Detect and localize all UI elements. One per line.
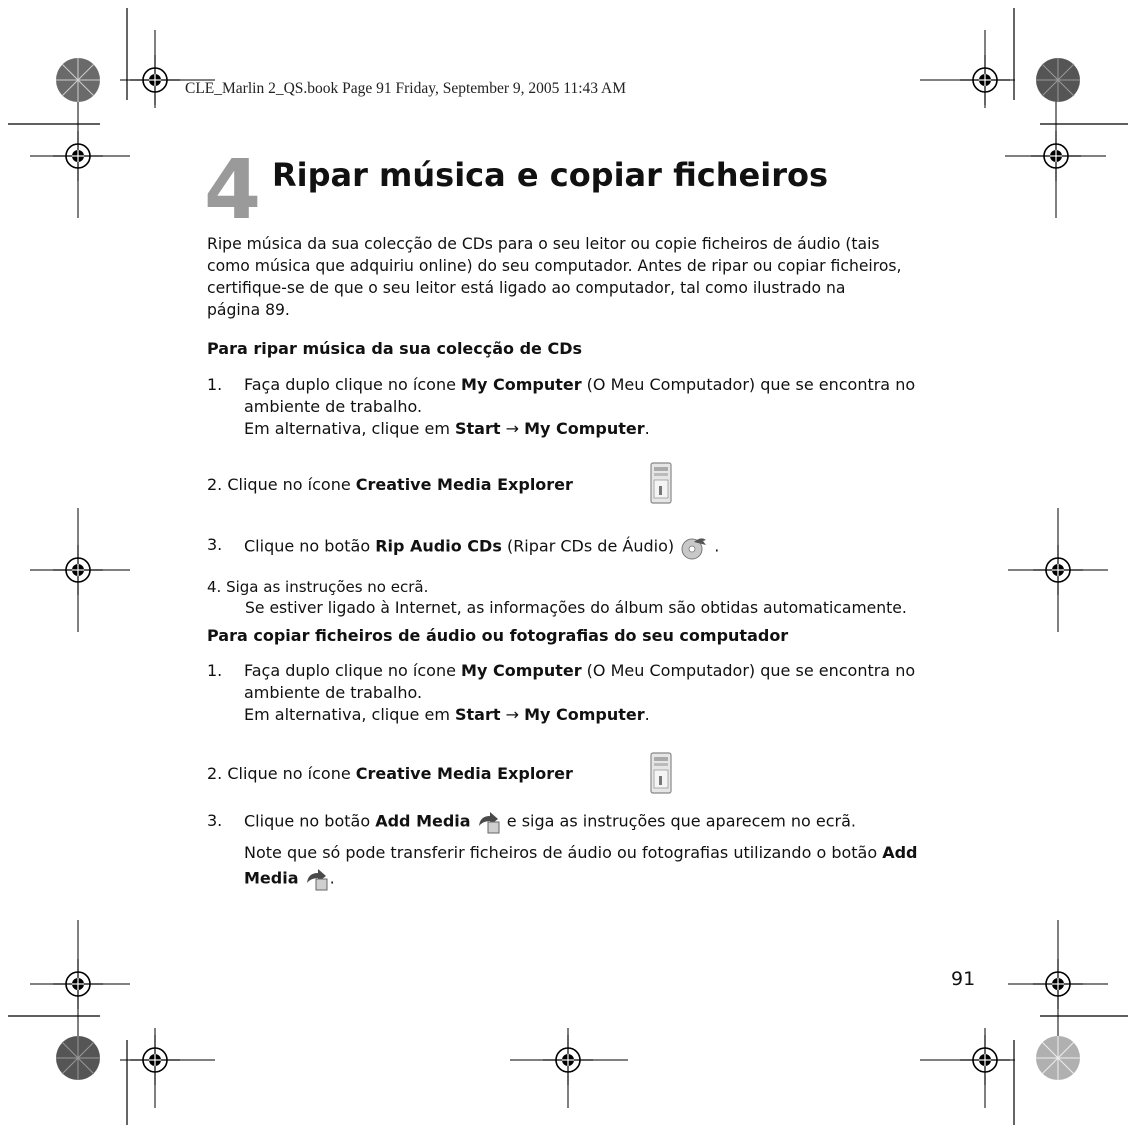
print-slug-line: CLE_Marlin 2_QS.book Page 91 Friday, September 9, 2005 11:43 AM xyxy=(185,80,627,97)
add-media-icon xyxy=(476,810,502,834)
rip-audio-cds-label: Rip Audio CDs xyxy=(375,536,502,556)
color-calibration-wheel-icon xyxy=(1036,1036,1080,1080)
add-media-label: Add Media xyxy=(375,811,471,831)
section-heading-copy: Para copiar ficheiros de áudio ou fotografias do seu computador xyxy=(207,626,789,645)
color-calibration-wheel-icon xyxy=(1036,58,1080,102)
step-4-rip-note: Se estiver ligado à Internet, as informações do álbum são obtidas automaticamente. xyxy=(245,599,907,617)
page-number: 91 xyxy=(951,968,976,990)
color-calibration-wheel-icon xyxy=(56,1036,100,1080)
chapter-title: Ripar música e copiar ficheiros xyxy=(272,156,829,194)
color-calibration-wheel-icon xyxy=(56,58,100,102)
section-heading-rip: Para ripar música da sua colecção de CDs xyxy=(207,339,583,358)
step-4-rip: 4. Siga as instruções no ecrã. xyxy=(207,578,429,596)
intro-paragraph: Ripe música da sua colecção de CDs para o seu leitor ou copie ficheiros de áudio (tais como música que adquiriu online) do seu computador. Antes de ripar ou copiar ficheiros, certifique-se de que o seu leitor está ligado ao computador, tal como ilustrado na página 89. xyxy=(207,235,902,319)
step-2-rip: 2. Clique no ícone Creative Media Explorer xyxy=(207,475,573,494)
rip-audio-cd-icon xyxy=(679,534,709,560)
step-2-copy: 2. Clique no ícone Creative Media Explorer xyxy=(207,764,573,783)
media-explorer-icon xyxy=(650,462,672,504)
chapter-number: 4 xyxy=(204,143,262,238)
add-media-icon xyxy=(304,867,330,891)
my-computer-label: My Computer xyxy=(461,375,582,394)
media-explorer-icon xyxy=(650,752,672,794)
